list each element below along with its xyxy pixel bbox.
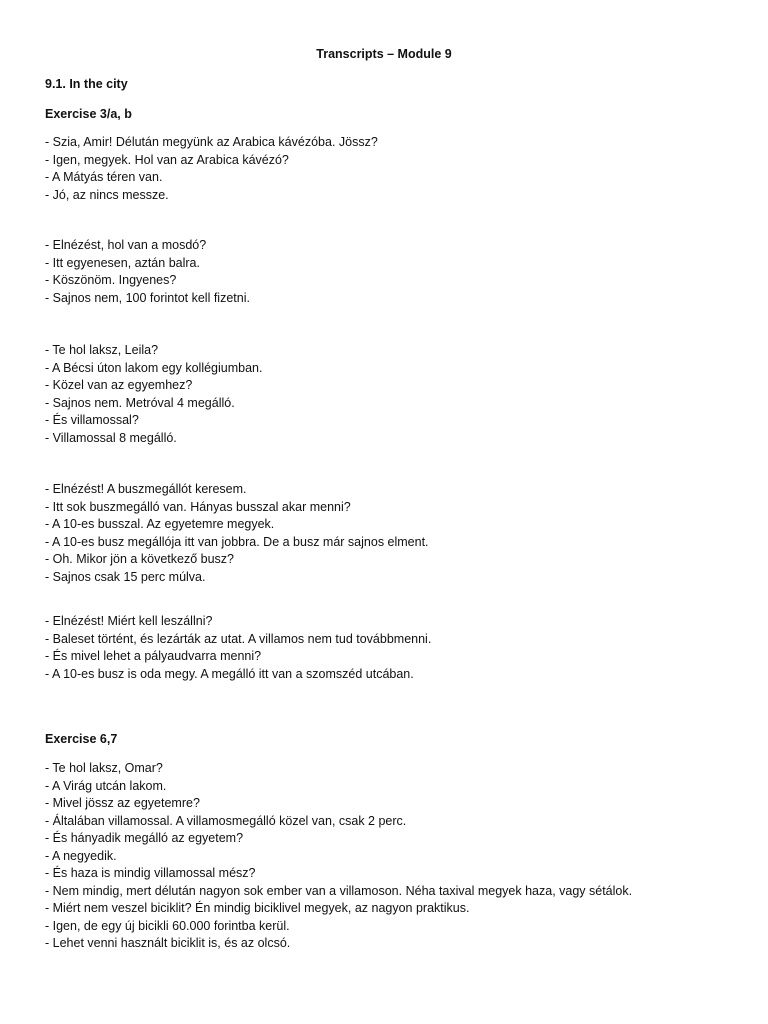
- dialogue-line: - Baleset történt, és lezárták az utat. A villamos nem tud továbbmenni.: [45, 631, 432, 646]
- dialogue-line: - Igen, megyek. Hol van az Arabica kávézó?: [45, 152, 289, 167]
- exercise-heading-1: Exercise 3/a, b: [45, 107, 132, 121]
- dialogue-line: - Sajnos nem. Metróval 4 megálló.: [45, 395, 235, 410]
- dialogue-line: - És villamossal?: [45, 413, 139, 427]
- dialogue-line: - Igen, de egy új bicikli 60.000 forintba kerül.: [45, 918, 290, 933]
- dialogue-line: - Itt sok buszmegálló van. Hányas busszal akar menni?: [45, 499, 351, 514]
- dialogue-line: - Közel van az egyemhez?: [45, 378, 193, 392]
- dialogue-line: - Jó, az nincs messze.: [45, 187, 169, 202]
- dialogue-line: - Miért nem veszel biciklit? Én mindig biciklivel megyek, az nagyon praktikus.: [45, 901, 470, 915]
- dialogue-line: - A 10-es busz is oda megy. A megálló itt van a szomszéd utcában.: [45, 666, 414, 681]
- exercise-heading-2: Exercise 6,7: [45, 732, 118, 746]
- dialogue-line: - Sajnos csak 15 perc múlva.: [45, 569, 206, 584]
- dialogue-block-6: [45, 760, 632, 953]
- document-title: Transcripts – Module 9: [316, 47, 452, 61]
- dialogue-line: - Elnézést! A buszmegállót keresem.: [45, 482, 247, 496]
- dialogue-line: - A Virág utcán lakom.: [45, 778, 167, 793]
- dialogue-line: - Általában villamossal. A villamosmegálló közel van, csak 2 perc.: [45, 813, 407, 828]
- dialogue-line: - És mivel lehet a pályaudvarra menni?: [45, 649, 262, 663]
- dialogue-line: - És haza is mindig villamossal mész?: [45, 866, 256, 880]
- dialogue-block-5: [45, 613, 431, 683]
- section-heading: 9.1. In the city: [45, 77, 128, 91]
- dialogue-line: - A 10-es busszal. Az egyetemre megyek.: [45, 517, 275, 531]
- dialogue-line: - Mivel jössz az egyetemre?: [45, 796, 200, 810]
- dialogue-block-1: [45, 134, 378, 204]
- dialogue-line: - A Bécsi úton lakom egy kollégiumban.: [45, 360, 263, 375]
- dialogue-line: - Oh. Mikor jön a következő busz?: [45, 552, 234, 566]
- dialogue-line: - Villamossal 8 megálló.: [45, 430, 177, 445]
- dialogue-line: - Te hol laksz, Leila?: [45, 343, 159, 357]
- dialogue-line: - Elnézést! Miért kell leszállni?: [45, 614, 213, 628]
- dialogue-line: - Köszönöm. Ingyenes?: [45, 273, 177, 287]
- dialogue-line: - Itt egyenesen, aztán balra.: [45, 255, 200, 270]
- dialogue-line: - Szia, Amir! Délután megyünk az Arabica kávézóba. Jössz?: [45, 135, 378, 149]
- dialogue-line: - A Mátyás téren van.: [45, 170, 163, 184]
- dialogue-block-4: [45, 481, 429, 586]
- dialogue-line: - A 10-es busz megállója itt van jobbra. De a busz már sajnos elment.: [45, 534, 429, 549]
- dialogue-line: - Lehet venni használt biciklit is, és az olcsó.: [45, 936, 291, 950]
- dialogue-line: - Nem mindig, mert délután nagyon sok ember van a villamoson. Néha taxival megyek haza, vagy sétálok.: [45, 883, 633, 898]
- dialogue-line: - A negyedik.: [45, 848, 117, 863]
- dialogue-block-3: [45, 342, 262, 447]
- dialogue-line: - Te hol laksz, Omar?: [45, 761, 163, 775]
- dialogue-line: - Sajnos nem, 100 forintot kell fizetni.: [45, 290, 250, 305]
- dialogue-line: - Elnézést, hol van a mosdó?: [45, 238, 207, 252]
- dialogue-line: - És hányadik megálló az egyetem?: [45, 831, 244, 845]
- dialogue-block-2: [45, 237, 250, 307]
